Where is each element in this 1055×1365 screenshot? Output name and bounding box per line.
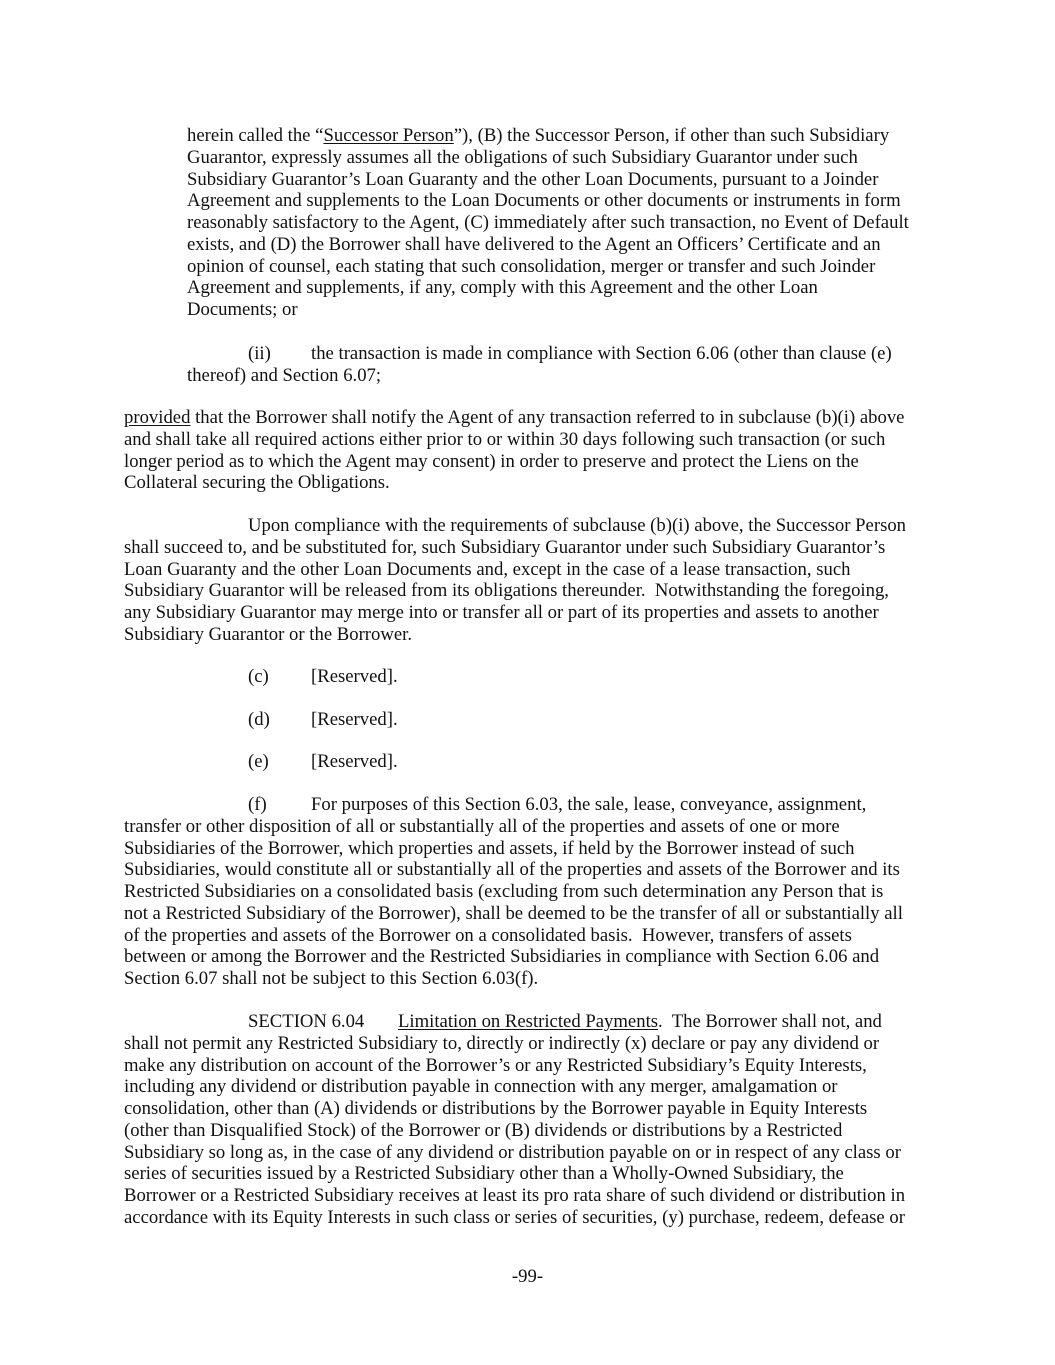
text-line: exists, and (D) the Borrower shall have delivered to the Agent an Officers’ Certificate and an [187,233,881,255]
text-line: transfer or other disposition of all or substantially all of the properties and assets of one or more [124,815,840,837]
text-line: and shall take all required actions either prior to or within 30 days following such transaction (or such [124,428,886,450]
text-line: Subsidiary Guarantor will be released from its obligations thereunder. Notwithstanding the foregoing, [124,580,889,602]
text-line: opinion of counsel, each stating that such consolidation, merger or transfer and such Joinder [187,255,876,277]
text-line: Agreement and supplements, if any, comply with this Agreement and the other Loan [187,277,818,299]
text-line: shall succeed to, and be substituted for, such Subsidiary Guarantor under such Subsidiary Guarantor’s [124,536,886,558]
text-line: Restricted Subsidiaries on a consolidated basis (excluding from such determination any Person that is [124,881,884,902]
text-line: (other than Disqualified Stock) of the Borrower or (B) dividends or distributions by a Restricted [124,1119,843,1141]
text-segment: . The Borrower shall not, and [658,1011,882,1032]
text-line [248,751,398,773]
text-segment: the transaction is made in compliance with Section 6.06 (other than clause (e) [311,343,892,364]
successor-paragraph [124,515,906,646]
text-line: of the properties and assets of the Borrower on a consolidated basis. However, transfers of assets [124,924,852,946]
clause-b-i-tail [187,125,909,321]
text-line: thereof) and Section 6.07; [187,364,382,386]
proviso-paragraph [124,407,904,494]
text-line [187,125,909,147]
text-line: consolidation, other than (A) dividends or distributions by the Borrower payable in Equity Interests [124,1098,868,1119]
reserved-clause-c [248,666,398,688]
text-segment: For purposes of this Section 6.03, the sale, lease, conveyance, assignment, [311,794,867,815]
text-line: make any distribution on account of the Borrower’s or any Restricted Subsidiary’s Equity Interests, [124,1054,867,1076]
text-line: Section 6.07 shall not be subject to this Section 6.03(f). [124,968,539,989]
text-segment: [Reserved]. [311,751,398,772]
clause-label: (d) [248,709,270,730]
clause-b-ii [187,343,892,387]
text-line: Agreement and supplements to the Loan Documents or other documents or instruments in form [187,190,901,212]
text-line: longer period as to which the Agent may consent) in order to preserve and protect the Liens on the [124,450,859,472]
text-line: Subsidiary Guarantor’s Loan Guaranty and the other Loan Documents, pursuant to a Joinder [187,168,879,190]
clause-label: (c) [248,666,269,687]
section-heading: Limitation on Restricted Payments [398,1011,659,1032]
text-line [248,666,398,688]
text-line: Upon compliance with the requirements of subclause (b)(i) above, the Successor Person [248,515,907,536]
text-line: Loan Guaranty and the other Loan Documents and, except in the case of a lease transaction, such [124,558,851,580]
clause-label: (e) [248,751,269,772]
text-line [124,794,903,816]
page-number: -99- [511,1266,544,1287]
text-line: Subsidiary Guarantor or the Borrower. [124,623,413,645]
text-line: Subsidiary so long as, in the case of any dividend or distribution payable on or in respect of any class or [124,1141,901,1163]
text-segment: herein called the “ [187,125,324,146]
text-line [124,407,904,429]
clause-label: (ii) [248,343,271,364]
text-line [248,709,398,731]
text-line: Subsidiaries, would constitute all or substantially all of the properties and assets of the Borrower and its [124,859,900,881]
text-line: Guarantor, expressly assumes all the obligations of such Subsidiary Guarantor under such [187,146,858,168]
text-line: Subsidiaries of the Borrower, which properties and assets, if held by the Borrower instead of such [124,837,855,859]
text-line [124,1011,905,1033]
text-segment: ”), (B) the Successor Person, if other than such Subsidiary [453,125,890,146]
clause-label: (f) [248,794,267,815]
text-line: not a Restricted Subsidiary of the Borrower), shall be deemed to be the transfer of all or substantially all [124,902,903,924]
text-line: between or among the Borrower and the Restricted Subsidiaries in compliance with Section 6.06 and [124,946,880,968]
text-line: Borrower or a Restricted Subsidiary receives at least its pro rata share of such dividend or distribution in [124,1185,906,1206]
text-line: Documents; or [187,299,298,320]
defined-term: Successor Person [323,125,454,146]
text-line: accordance with its Equity Interests in such class or series of securities, (y) purchase, redeem, defease or [124,1206,905,1228]
reserved-clause-d [248,709,398,731]
defined-term: provided [124,407,191,428]
text-segment: that the Borrower shall notify the Agent of any transaction referred to in subclause (b)(i) above [190,407,905,428]
clause-f [124,794,903,990]
text-line: any Subsidiary Guarantor may merge into or transfer all or part of its properties and assets to another [124,602,879,623]
text-line: including any dividend or distribution payable in connection with any merger, amalgamation or [124,1076,838,1098]
text-line: reasonably satisfactory to the Agent, (C) immediately after such transaction, no Event of Default [187,212,909,233]
section-6-04 [124,1011,905,1229]
text-segment: [Reserved]. [311,709,398,730]
reserved-clause-e [248,751,398,773]
text-line: shall not permit any Restricted Subsidiary to, directly or indirectly (x) declare or pay any dividend or [124,1032,880,1054]
text-line: Collateral securing the Obligations. [124,472,390,494]
text-line: series of securities issued by a Restricted Subsidiary other than a Wholly-Owned Subsidiary, the [124,1163,844,1185]
section-number: SECTION 6.04 [248,1011,365,1032]
text-segment: [Reserved]. [311,666,398,687]
text-line [187,343,892,365]
